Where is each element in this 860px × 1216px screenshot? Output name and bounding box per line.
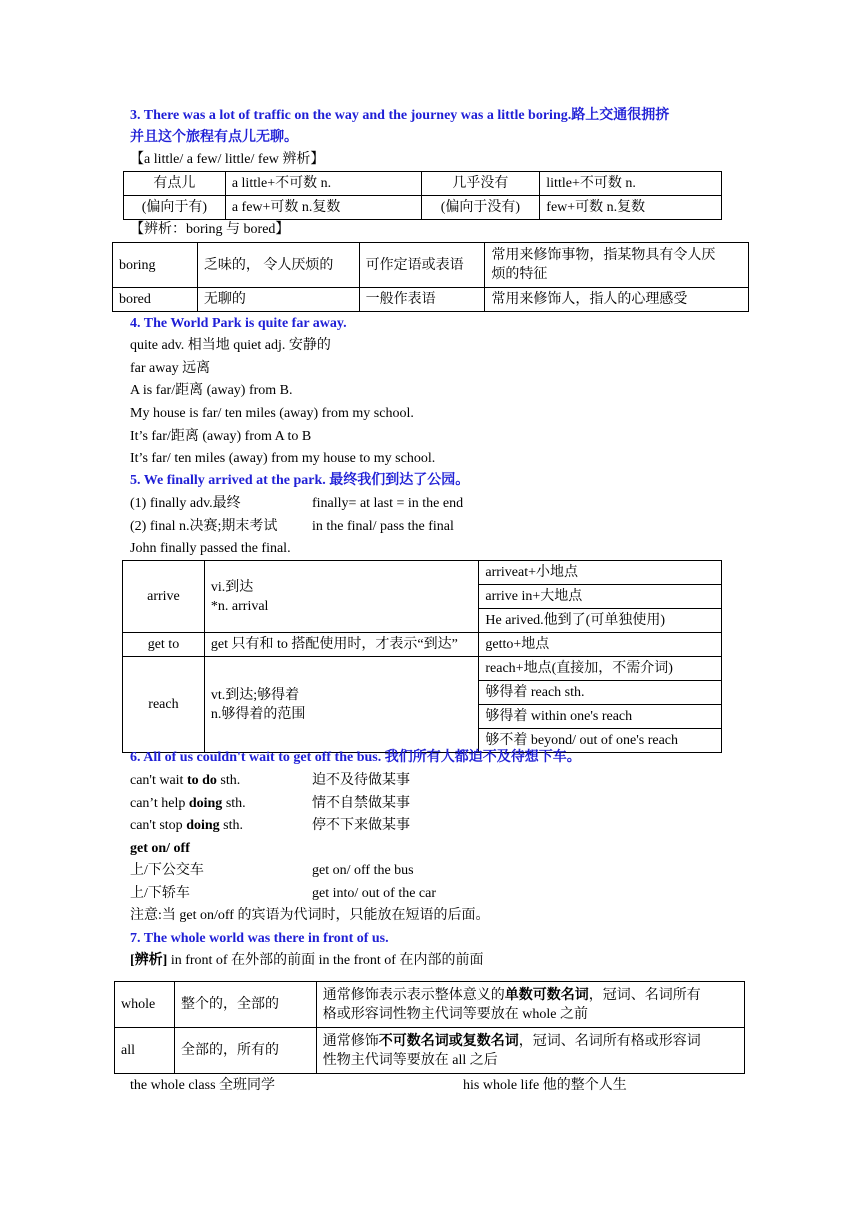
- cell-reach-use: 够得着 reach sth.: [479, 681, 722, 705]
- phrase-bold: doing: [188, 796, 223, 811]
- s4-line: It’s far/距离 (away) from A to B: [130, 429, 312, 444]
- s4-line: A is far/距离 (away) from B.: [130, 383, 293, 398]
- cell-arrive-meaning: [204, 561, 478, 633]
- bianxi-text: in front of 在外部的前面 in the front of 在内部的前面: [167, 953, 484, 968]
- phrase-cant-help: [130, 794, 246, 814]
- cell-whole-note: [316, 982, 744, 1028]
- little-few-heading: 【a little/ a few/ little/ few 辨析】: [130, 152, 325, 167]
- phrase-bold: to do: [186, 773, 217, 788]
- arrive-meaning-1: vi.到达: [210, 579, 254, 595]
- cell-reach-use: 够得着 within one's reach: [479, 705, 722, 729]
- s5-finally-synonyms: finally= at last = in the end: [312, 496, 464, 511]
- getinto-en: get into/ out of the car: [312, 886, 437, 901]
- boring-note-line2: 烦的特征: [491, 267, 548, 282]
- geton-heading: get on/ off: [130, 841, 190, 856]
- cell-boring-note: [485, 243, 749, 288]
- cell-little: little+不可数 n.: [540, 172, 722, 196]
- cell-all: all: [115, 1028, 175, 1074]
- arrive-meaning-2: *n. arrival: [210, 598, 269, 614]
- cell-arrive-use: arrive in+大地点: [479, 585, 722, 609]
- section-5-title: 5. We finally arrived at the park. 最终我们到达了公园。: [130, 473, 470, 488]
- bianxi-label: [辨析]: [130, 953, 168, 968]
- cell-getto-meaning: get 只有和 to 搭配使用时，才表示“到达”: [204, 633, 478, 657]
- cell-none-label: 几乎没有: [421, 172, 540, 196]
- cell-few: few+可数 n.复数: [540, 196, 722, 220]
- boring-note-line1: 常用来修饰事物，指某物具有令人厌: [491, 248, 716, 263]
- phrase-cant-wait: [130, 771, 240, 791]
- note-line2: 格或形容词性物主代词等要放在 whole 之前: [322, 1006, 588, 1022]
- geton-note: 注意:当 get on/off 的宾语为代词时，只能放在短语的后面。: [130, 908, 490, 923]
- cell-a-little: a little+不可数 n.: [225, 172, 421, 196]
- s5-final-phrases: in the final/ pass the final: [312, 519, 454, 534]
- cell-have-label: 有点儿: [124, 172, 226, 196]
- note-pre: 通常修饰: [322, 1033, 379, 1049]
- boring-bored-table: [112, 242, 749, 312]
- cell-whole: whole: [115, 982, 175, 1028]
- cell-bored-meaning: 无聊的: [197, 288, 359, 312]
- phrase-pre: can't wait: [130, 773, 187, 788]
- note-post: ，冠词、名词所有格或形容词: [518, 1033, 701, 1049]
- cell-have-sub: (偏向于有): [124, 196, 226, 220]
- cell-arrive: arrive: [123, 561, 205, 633]
- phrase-meaning: 情不自禁做某事: [312, 796, 410, 811]
- cell-reach-meaning: [204, 657, 478, 753]
- note-bold: 单数可数名词: [504, 987, 589, 1003]
- geton-cn: 上/下公交车: [130, 863, 204, 878]
- section-4-title: 4. The World Park is quite far away.: [130, 316, 347, 331]
- phrase-bold: doing: [186, 818, 220, 833]
- cell-boring-meaning: 乏味的， 令人厌烦的: [197, 243, 359, 288]
- cell-arrive-use: He arived.他到了(可单独使用): [479, 609, 722, 633]
- arrive-getto-reach-table: [122, 560, 722, 753]
- phrase-post: sth.: [216, 773, 241, 788]
- note-bold: 不可数名词或复数名词: [378, 1033, 519, 1049]
- example-whole-class: the whole class 全班同学: [130, 1078, 276, 1093]
- reach-meaning-1: vt.到达;够得着: [210, 687, 300, 703]
- phrase-cant-stop: [130, 816, 243, 836]
- cell-bored: bored: [113, 288, 198, 312]
- phrase-meaning: 停不下来做某事: [312, 818, 410, 833]
- cell-getto-use: getto+地点: [479, 633, 722, 657]
- section-3-title-line2: 并且这个旅程有点儿无聊。: [130, 130, 298, 145]
- note-post: ，冠词、名词所有: [588, 987, 701, 1003]
- phrase-post: sth.: [219, 818, 243, 833]
- s4-line: It’s far/ ten miles (away) from my house to my school.: [130, 451, 436, 466]
- section-3-title-line1: 3. There was a lot of traffic on the way and the journey was a little boring.路上交通很拥挤: [130, 108, 670, 123]
- phrase-pre: can’t help: [130, 796, 189, 811]
- section-6-title: 6. All of us couldn't wait to get off the bus. 我们所有人都迫不及待想下车。: [130, 750, 581, 765]
- phrase-pre: can't stop: [130, 818, 187, 833]
- cell-arrive-use: arriveat+小地点: [479, 561, 722, 585]
- little-few-table: [123, 171, 722, 220]
- reach-meaning-2: n.够得着的范围: [210, 706, 306, 722]
- boring-bored-heading: 【辨析：boring 与 bored】: [130, 222, 290, 237]
- cell-boring-usage: 可作定语或表语: [359, 243, 485, 288]
- front-bianxi: [130, 951, 483, 971]
- cell-getto: get to: [123, 633, 205, 657]
- s5-finally-word: (1) finally adv.最终: [130, 496, 241, 511]
- section-7-title: 7. The whole world was there in front of us.: [130, 931, 389, 946]
- cell-reach-use: reach+地点(直接加，不需介词): [479, 657, 722, 681]
- cell-reach: reach: [123, 657, 205, 753]
- cell-all-note: [316, 1028, 744, 1074]
- s4-line: My house is far/ ten miles (away) from my school.: [130, 406, 414, 421]
- note-line2: 性物主代词等要放在 all 之后: [322, 1052, 498, 1068]
- s5-example: John finally passed the final.: [130, 541, 291, 556]
- cell-bored-note: 常用来修饰人，指人的心理感受: [485, 288, 749, 312]
- example-whole-life: his whole life 他的整个人生: [463, 1078, 627, 1093]
- s4-line: quite adv. 相当地 quiet adj. 安静的: [130, 338, 331, 353]
- cell-whole-meaning: 整个的，全部的: [174, 982, 316, 1028]
- cell-boring: boring: [113, 243, 198, 288]
- cell-reach-use: 够不着 beyond/ out of one's reach: [479, 729, 722, 753]
- cell-all-meaning: 全部的，所有的: [174, 1028, 316, 1074]
- s5-final-word: (2) final n.决赛;期末考试: [130, 519, 278, 534]
- cell-bored-usage: 一般作表语: [359, 288, 485, 312]
- phrase-post: sth.: [222, 796, 246, 811]
- phrase-meaning: 迫不及待做某事: [312, 773, 410, 788]
- s4-line: far away 远离: [130, 361, 211, 376]
- cell-a-few: a few+可数 n.复数: [225, 196, 421, 220]
- cell-none-sub: (偏向于没有): [421, 196, 540, 220]
- whole-all-table: [114, 981, 745, 1074]
- getinto-cn: 上/下轿车: [130, 886, 190, 901]
- note-pre: 通常修饰表示表示整体意义的: [322, 987, 505, 1003]
- geton-en: get on/ off the bus: [312, 863, 414, 878]
